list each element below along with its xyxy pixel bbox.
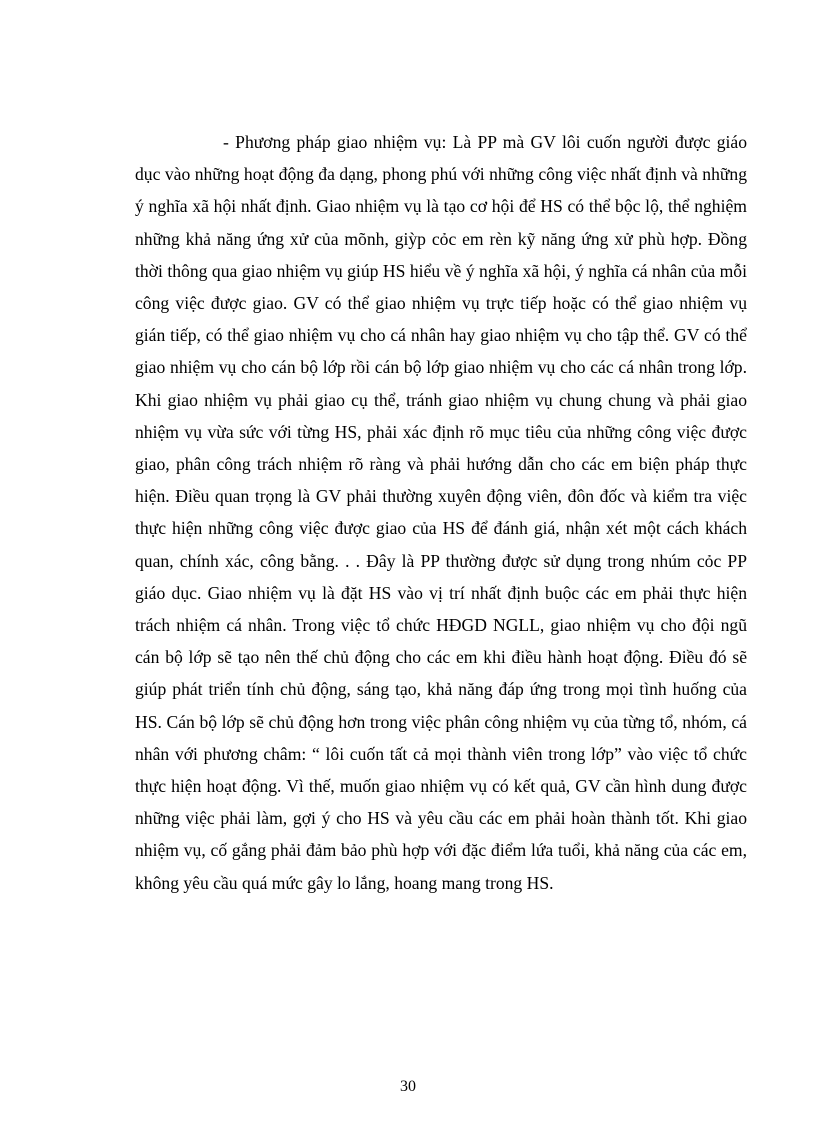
body-paragraph: - Phương pháp giao nhiệm vụ: Là PP mà GV lôi cuốn người được giáo dục vào những hoạt động đa dạng, phong phú với những công việc nhất định và những ý nghĩa xã hội nhất định. Giao nhiệm vụ là tạo cơ hội để HS có thể bộc lộ, thể nghiệm những khả năng ứng xử của mõnh, giỳp cỏc em rèn kỹ năng ứng xử phù hợp. Đồng thời thông qua giao nhiệm vụ giúp HS hiểu về ý nghĩa xã hội, ý nghĩa cá nhân của mỗi công việc được giao. GV có thể giao nhiệm vụ trực tiếp hoặc có thể giao nhiệm vụ gián tiếp, có thể giao nhiệm vụ cho cá nhân hay giao nhiệm vụ cho tập thể. GV có thể giao nhiệm vụ cho cán bộ lớp rồi cán bộ lớp giao nhiệm vụ cho các cá nhân trong lớp. Khi giao nhiệm vụ phải giao cụ thể, tránh giao nhiệm vụ chung chung và phải giao nhiệm vụ vừa sức với từng HS, phải xác định rõ mục tiêu của những công việc được giao, phân công trách nhiệm rõ ràng và phải hướng dẫn cho các em biện pháp thực hiện. Điều quan trọng là GV phải thường xuyên động viên, đôn đốc và kiểm tra việc thực hiện những công việc được giao của HS để đánh giá, nhận xét một cách khách quan, chính xác, công bằng. . . Đây là PP thường được sử dụng trong nhúm cỏc PP giáo dục. Giao nhiệm vụ là đặt HS vào vị trí nhất định buộc các em phải thực hiện trách nhiệm cá nhân. Trong việc tổ chức HĐGD NGLL, giao nhiệm vụ cho đội ngũ cán bộ lớp sẽ tạo nên thế chủ động cho các em khi điều hành hoạt động. Điều đó sẽ giúp phát triển tính chủ động, sáng tạo, khả năng đáp ứng trong mọi tình huống của HS. Cán bộ lớp sẽ chủ động hơn trong việc phân công nhiệm vụ của từng tổ, nhóm, cá nhân với phương châm: “ lôi cuốn tất cả mọi thành viên trong lớp” vào việc tổ chức thực hiện hoạt động. Vì thế, muốn giao nhiệm vụ có kết quả, GV cần hình dung được những việc phải làm, gợi ý cho HS và yêu cầu các em phải hoàn thành tốt. Khi giao nhiệm vụ, cố gắng phải đảm bảo phù hợp với đặc điểm lứa tuổi, khả năng của các em, không yêu cầu quá mức gây lo lắng, hoang mang trong HS.: [135, 132, 747, 893]
page-number: 30: [400, 1078, 416, 1095]
